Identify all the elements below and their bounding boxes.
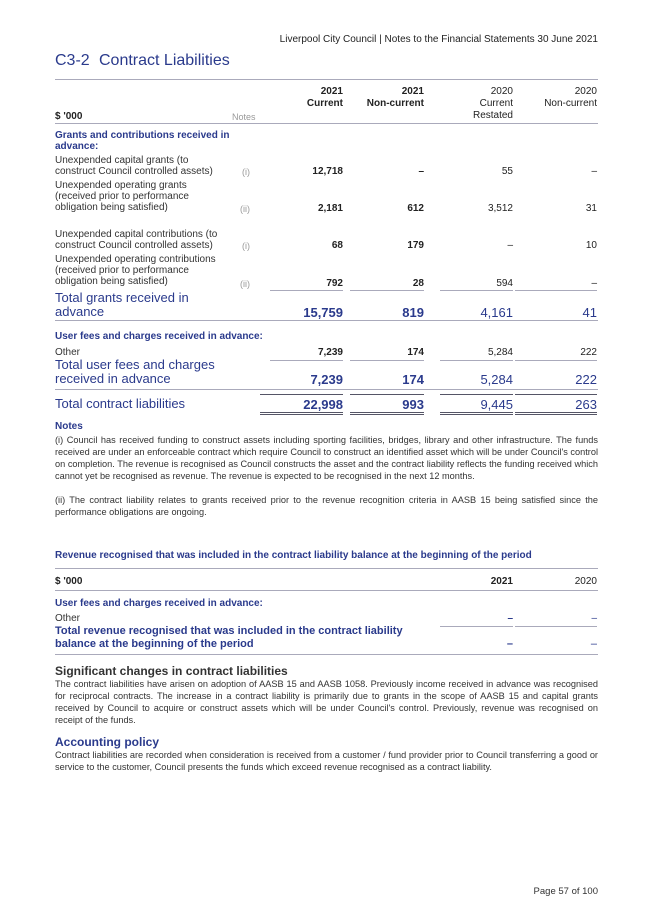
cell: 15,759 — [303, 305, 343, 320]
notes-heading: Notes — [55, 421, 83, 432]
cell: 31 — [585, 203, 597, 214]
col-header-2020-noncurrent-year: 2020 — [574, 86, 597, 97]
cell: – — [506, 638, 513, 650]
page-number: Page 57 of 100 — [533, 886, 598, 897]
cell: 222 — [575, 372, 597, 387]
col-header-2021-noncurrent-sub: Non-current — [366, 98, 424, 109]
cell: 7,239 — [317, 347, 343, 358]
row-operating-grants-note: (ii) — [240, 204, 250, 214]
cell: 993 — [402, 397, 424, 412]
subtotal-rule — [350, 290, 424, 291]
table2-year-2021: 2021 — [490, 576, 513, 587]
cell: 174 — [407, 347, 424, 358]
cell: 2,181 — [317, 203, 343, 214]
table2-other-label: Other — [55, 613, 81, 624]
table2-bottom-rule — [55, 654, 598, 655]
total-grants-rule — [55, 320, 598, 321]
cell: – — [507, 613, 513, 624]
col-header-2020-current-year: 2020 — [490, 86, 513, 97]
cell: 174 — [402, 372, 424, 387]
note-ii-text: (ii) The contract liability relates to grants received prior to the revenue recognition criteria in AASB 15 being satisfied since the performance obligations are ongoing. — [55, 495, 598, 517]
cell: 10 — [585, 240, 597, 251]
col-header-2021-current-year: 2021 — [320, 86, 343, 97]
subtotal-rule — [515, 626, 597, 627]
cell: 5,284 — [480, 372, 513, 387]
subtotal-rule — [440, 290, 513, 291]
cell: 22,998 — [303, 397, 343, 412]
total-top-rule — [350, 394, 424, 395]
note-i-text: (i) Council has received funding to construct assets including sporting facilities, bridges, library and other infrastructure. The funds received are under an enforceable contract which require Council to construct an identified asset which will be under Council's control on completion. The revenue is recognised as Council constructs the asset and the contract liability reflects the funding received which cannot yet be recognised as revenue. The revenue is expected to be recognised in the next 12 months. — [55, 435, 598, 481]
cell: – — [591, 613, 597, 624]
cell: 9,445 — [480, 397, 513, 412]
subtotal-rule — [350, 360, 424, 361]
cell: 3,512 — [487, 203, 513, 214]
notes-column-label: Notes — [232, 112, 256, 122]
subtotal-rule — [270, 360, 343, 361]
table-top-rule — [55, 79, 598, 80]
unit-label: $ '000 — [55, 111, 83, 122]
cell: 819 — [402, 305, 424, 320]
cell: 179 — [407, 240, 424, 251]
col-header-2020-current-sub: Current — [479, 98, 513, 109]
total-contract-label: Total contract liabilities — [55, 396, 186, 411]
col-header-2021-current-sub: Current — [306, 98, 343, 109]
header-bottom-rule — [55, 123, 598, 124]
row-capital-grants-label: Unexpended capital grants (to construct Council controlled assets) — [55, 155, 213, 177]
cell: 41 — [582, 305, 597, 320]
significant-changes-text: The contract liabilities have arisen on adoption of AASB 15 and AASB 1058. Previously income received in advance was recognised for reciprocal contracts. The increase in a contract liability is primarily due to grants in the scope of AASB 15 and capital grants received by Council to acquire or construct assets which will be under Council's control. Previously, revenue was recognised on receipt of the funds. — [55, 679, 598, 725]
subtotal-rule — [440, 626, 513, 627]
total-fees-label: Total user fees and charges received in advance — [55, 357, 215, 386]
table2-fees-heading: User fees and charges received in advance: — [55, 598, 263, 609]
total-top-rule — [260, 394, 343, 395]
accounting-policy-text: Contract liabilities are recorded when consideration is received from a customer / fund provider prior to Council transferring a good or service to the customer, Council presents the funds which exceed revenue recognised as a contract liability. — [55, 750, 598, 772]
row-capital-contributions-note: (i) — [242, 241, 250, 251]
subtotal-rule — [515, 360, 597, 361]
cell: 12,718 — [312, 166, 343, 177]
total-double-rule — [260, 412, 343, 415]
section-number: C3-2 — [55, 52, 90, 69]
total-top-rule — [515, 394, 597, 395]
total-double-rule — [350, 412, 424, 415]
page-header: Liverpool City Council | Notes to the Financial Statements 30 June 2021 — [279, 34, 598, 45]
section-title — [55, 52, 230, 70]
subtotal-rule — [515, 290, 597, 291]
cell: 68 — [331, 240, 343, 251]
cell: 594 — [496, 278, 513, 289]
cell: – — [591, 166, 597, 177]
cell: – — [591, 278, 597, 289]
table2-unit-label: $ '000 — [55, 576, 83, 587]
table2-year-2020: 2020 — [574, 576, 597, 587]
cell: 263 — [575, 397, 597, 412]
cell: 28 — [412, 278, 424, 289]
fees-other-label: Other — [55, 347, 81, 358]
grants-heading: Grants and contributions received in advance: — [55, 130, 230, 152]
table2-top-rule — [55, 568, 598, 569]
total-double-rule — [440, 412, 513, 415]
row-operating-grants-label: Unexpended operating grants (received prior to performance obligation being satisfied) — [55, 180, 189, 213]
subtotal-rule — [440, 360, 513, 361]
cell: 7,239 — [310, 372, 343, 387]
row-operating-contributions-label: Unexpended operating contributions (received prior to performance obligation being satisfied) — [55, 254, 216, 287]
total-grants-label: Total grants received in advance — [55, 290, 189, 319]
fees-heading: User fees and charges received in advance: — [55, 331, 263, 342]
significant-changes-heading: Significant changes in contract liabilities — [55, 664, 288, 678]
row-operating-contributions-note: (ii) — [240, 279, 250, 289]
total-top-rule — [440, 394, 513, 395]
cell: – — [590, 638, 597, 650]
row-capital-grants-note: (i) — [242, 167, 250, 177]
cell: – — [507, 240, 513, 251]
revenue-recognised-heading: Revenue recognised that was included in the contract liability balance at the beginning of the period — [55, 550, 532, 561]
cell: 5,284 — [487, 347, 513, 358]
total-double-rule — [515, 412, 597, 415]
accounting-policy-heading: Accounting policy — [55, 735, 160, 749]
cell: 55 — [501, 166, 513, 177]
cell: 612 — [407, 203, 424, 214]
total-fees-rule — [55, 389, 598, 390]
table2-header-rule — [55, 590, 598, 591]
table2-total-label: Total revenue recognised that was included in the contract liability balance at the beginning of the period — [55, 625, 403, 650]
cell: 222 — [580, 347, 597, 358]
cell: – — [418, 166, 424, 177]
cell: 4,161 — [480, 305, 513, 320]
cell: 792 — [326, 278, 343, 289]
subtotal-rule — [270, 290, 343, 291]
col-header-2020-current-restated: Restated — [472, 110, 513, 121]
row-capital-contributions-label: Unexpended capital contributions (to construct Council controlled assets) — [55, 229, 218, 251]
col-header-2021-noncurrent-year: 2021 — [401, 86, 424, 97]
col-header-2020-noncurrent-sub: Non-current — [544, 98, 597, 109]
section-name: Contract Liabilities — [99, 52, 230, 69]
